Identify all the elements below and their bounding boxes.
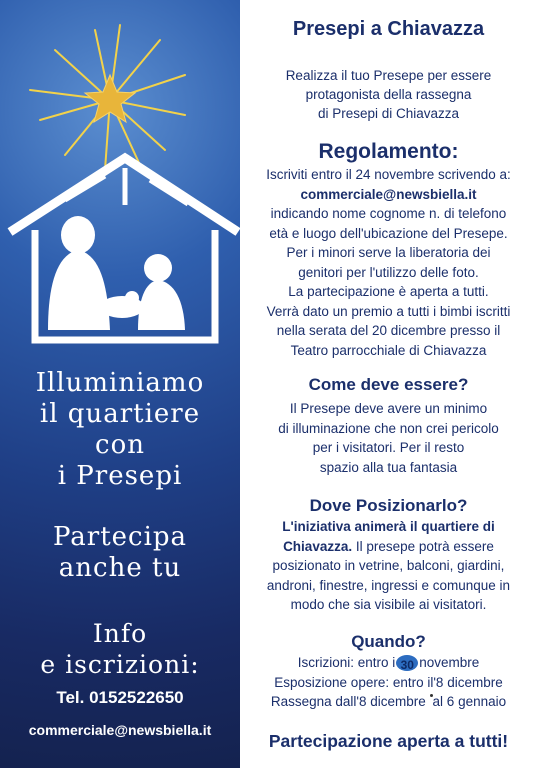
- ink-blot: [396, 655, 418, 671]
- partecipa-text: [0, 522, 240, 584]
- phone-number[interactable]: Tel. 0152522650: [56, 688, 184, 707]
- rassegna-prefix: Rassegna dall'8 dicembre: [270, 694, 426, 709]
- slogan-line: Illuminiamo: [35, 368, 205, 398]
- iscrizioni-prefix: Iscrizioni: entro i: [297, 655, 396, 670]
- dove-heading: Dove Posizionarlo?: [309, 496, 468, 515]
- dove-line-rest: Il presepe potrà essere: [352, 538, 494, 554]
- regolamento-line: Teatro parrocchiale di Chiavazza: [290, 342, 487, 358]
- regolamento-text: [240, 165, 537, 360]
- come-line: di illuminazione che non crei pericolo: [278, 420, 499, 436]
- holy-family-icon: [48, 216, 185, 330]
- intro-line: di Presepi di Chiavazza: [317, 106, 460, 121]
- dove-text: [240, 517, 537, 615]
- esposizione-line: Esposizione opere: entro il'8 dicembre: [274, 674, 503, 690]
- dove-bold-line: L'iniziativa animerà il quartiere di: [282, 519, 495, 534]
- page-title: Presepi a Chiavazza: [292, 18, 485, 40]
- info-line: e iscrizioni:: [40, 650, 200, 679]
- blotted-date: 30: [400, 658, 414, 673]
- partecipa-line: anche tu: [58, 553, 182, 583]
- info-text: [0, 618, 240, 680]
- regolamento-line: Per i minori serve la liberatoria dei: [286, 245, 491, 260]
- slogan-line: i Presepi: [57, 461, 183, 491]
- come-heading: Come deve essere?: [308, 375, 469, 394]
- dove-bold-word: Chiavazza.: [283, 538, 353, 554]
- dove-line: posizionato in vetrine, balconi, giardini,: [272, 558, 505, 573]
- iscrizioni-suffix: novembre: [419, 655, 480, 670]
- info-line: Info: [92, 619, 148, 648]
- slogan-line: con: [95, 430, 145, 460]
- contact-email[interactable]: commerciale@newsbiella.it: [28, 722, 212, 738]
- regolamento-heading: Regolamento:: [318, 140, 459, 163]
- nativity-illustration: [0, 0, 240, 360]
- intro-text: [240, 66, 537, 123]
- quando-heading: Quando?: [351, 632, 426, 651]
- partecipa-line: Partecipa: [52, 522, 188, 552]
- come-line: spazio alla tua fantasia: [319, 459, 458, 475]
- rassegna-suffix: al 6 gennaio: [432, 694, 507, 709]
- quando-text: [240, 653, 537, 712]
- footer-cta: Partecipazione aperta a tutti!: [268, 731, 509, 751]
- left-panel: [0, 0, 240, 768]
- dove-line: modo che sia visibile ai visitatori.: [290, 597, 487, 612]
- intro-line: Realizza il tuo Presepe per essere: [285, 68, 492, 83]
- regolamento-line: Verrà dato un premio a tutti i bimbi iscritti: [266, 303, 511, 319]
- intro-line: protagonista della rassegna: [305, 87, 472, 102]
- regolamento-line: La partecipazione è aperta a tutti.: [288, 284, 489, 299]
- slogan-line: il quartiere: [39, 399, 201, 429]
- regolamento-email[interactable]: commerciale@newsbiella.it: [300, 186, 477, 202]
- regolamento-line: Iscriviti entro il 24 novembre scrivendo a:: [266, 167, 511, 182]
- come-text: [240, 399, 537, 477]
- come-line: Il Presepe deve avere un minimo: [289, 401, 488, 416]
- rassegna-line: [240, 692, 537, 712]
- slogan: [0, 368, 240, 492]
- dove-line: androni, finestre, ingressi e comunque in: [266, 577, 511, 593]
- iscrizioni-line: [240, 653, 537, 673]
- right-panel: [240, 0, 537, 768]
- regolamento-line: indicando nome cognome n. di telefono: [270, 206, 507, 221]
- regolamento-line: nella serata del 20 dicembre presso il: [276, 323, 501, 338]
- come-line: per i visitatori. Per il resto: [312, 440, 465, 455]
- regolamento-line: età e luogo dell'ubicazione del Presepe.: [269, 225, 508, 241]
- dove-line: [240, 537, 537, 557]
- regolamento-line: genitori per l'utilizzo delle foto.: [298, 264, 479, 280]
